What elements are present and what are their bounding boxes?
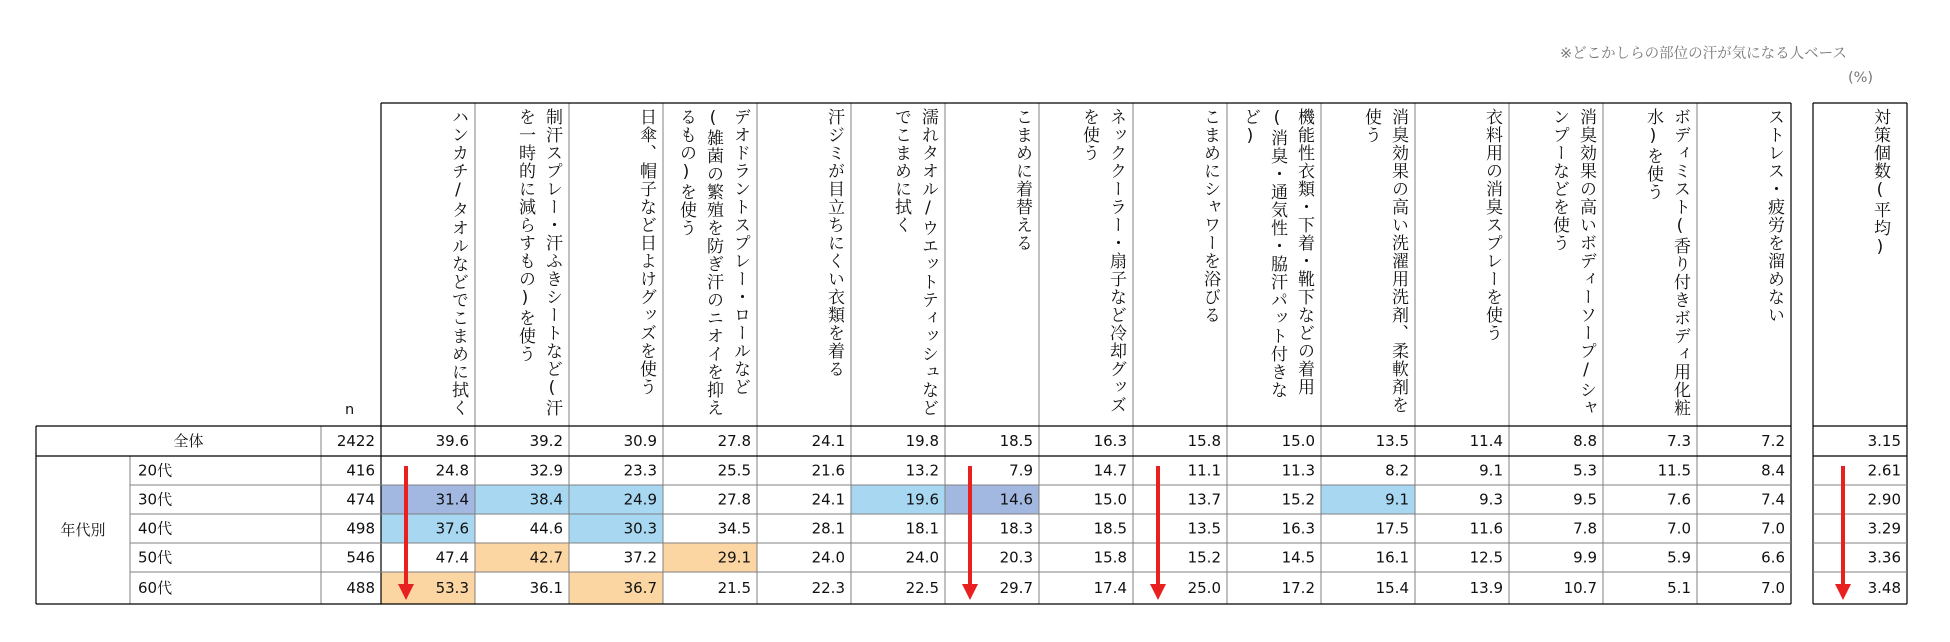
avg-value: 3.36 bbox=[1867, 548, 1901, 567]
cell-value: 16.3 bbox=[1093, 432, 1127, 450]
cell-value: 34.5 bbox=[717, 519, 751, 538]
row-n-value: 2422 bbox=[336, 432, 375, 450]
row-label: 60代 bbox=[138, 579, 173, 597]
cell-value: 13.7 bbox=[1187, 490, 1221, 509]
n-column-header: n bbox=[345, 402, 355, 418]
cell-value: 14.7 bbox=[1093, 461, 1127, 480]
cell-value: 37.2 bbox=[623, 548, 657, 567]
cell-value: 7.3 bbox=[1667, 432, 1691, 450]
cell-value: 11.5 bbox=[1657, 461, 1691, 480]
column-header: 濡れタオル/ウエットティッシュなどでこまめに拭く bbox=[891, 108, 938, 417]
row-n-value: 498 bbox=[346, 519, 375, 538]
cell-value: 5.1 bbox=[1667, 579, 1691, 597]
cell-value: 23.3 bbox=[623, 461, 657, 480]
cell-value: 13.5 bbox=[1187, 519, 1221, 538]
avg-value: 3.29 bbox=[1867, 519, 1901, 538]
cell-value: 38.4 bbox=[529, 490, 563, 509]
cell-value: 7.6 bbox=[1667, 490, 1691, 509]
cell-value: 39.2 bbox=[529, 432, 563, 450]
cell-value: 29.1 bbox=[717, 548, 751, 567]
cell-value: 9.1 bbox=[1479, 461, 1503, 480]
cell-value: 25.5 bbox=[717, 461, 751, 480]
cell-value: 24.1 bbox=[811, 490, 845, 509]
cell-value: 17.2 bbox=[1281, 579, 1315, 597]
cell-value: 15.8 bbox=[1187, 432, 1221, 450]
column-header: 機能性衣類・下着・靴下などの着用(消臭・通気性・脇汗パット付きなど) bbox=[1240, 108, 1314, 399]
row-label: 20代 bbox=[138, 461, 173, 480]
cell-value: 15.8 bbox=[1093, 548, 1127, 567]
group-label-age: 年代別 bbox=[60, 521, 106, 539]
cell-value: 19.8 bbox=[905, 432, 939, 450]
cell-value: 16.3 bbox=[1281, 519, 1315, 538]
row-n-value: 546 bbox=[346, 548, 375, 567]
cell-value: 18.1 bbox=[905, 519, 939, 538]
column-header: こまめに着替える bbox=[1012, 108, 1032, 252]
cell-value: 7.2 bbox=[1761, 432, 1785, 450]
cell-value: 13.2 bbox=[905, 461, 939, 480]
cell-value: 9.1 bbox=[1385, 490, 1409, 509]
cell-value: 19.6 bbox=[905, 490, 939, 509]
trend-arrow-head bbox=[1150, 584, 1166, 600]
trend-arrow-head bbox=[1835, 584, 1851, 600]
cell-value: 7.0 bbox=[1761, 579, 1785, 597]
avg-value: 2.90 bbox=[1867, 490, 1901, 509]
column-header: ネッククーラー・扇子など冷却グッズを使う bbox=[1079, 108, 1126, 414]
cell-value: 24.1 bbox=[811, 432, 845, 450]
cell-value: 18.5 bbox=[1093, 519, 1127, 538]
cell-value: 11.6 bbox=[1469, 519, 1503, 538]
avg-value: 3.15 bbox=[1867, 432, 1901, 450]
column-header: こまめにシャワーを浴びる bbox=[1200, 108, 1220, 324]
cell-value: 30.9 bbox=[623, 432, 657, 450]
cell-value: 31.4 bbox=[435, 490, 469, 509]
cell-value: 20.3 bbox=[999, 548, 1033, 567]
column-header: ストレス・疲労を溜めない bbox=[1764, 108, 1784, 324]
row-n-value: 474 bbox=[346, 490, 375, 509]
row-label: 30代 bbox=[138, 490, 173, 509]
cell-value: 18.5 bbox=[999, 432, 1033, 450]
cell-value: 22.5 bbox=[905, 579, 939, 597]
cell-value: 24.0 bbox=[811, 548, 845, 567]
cell-value: 11.3 bbox=[1281, 461, 1315, 480]
cell-value: 21.6 bbox=[811, 461, 845, 480]
row-label: 50代 bbox=[138, 548, 173, 567]
cell-value: 24.9 bbox=[623, 490, 657, 509]
cell-value: 27.8 bbox=[717, 490, 751, 509]
column-header: ボディミスト(香り付きボディ用化粧水)を使う bbox=[1643, 108, 1690, 417]
cell-value: 37.6 bbox=[435, 519, 469, 538]
column-header: 制汗スプレー・汗ふきシートなど(汗を一時的に減らすもの)を使う bbox=[515, 108, 562, 417]
cell-value: 44.6 bbox=[529, 519, 563, 538]
avg-value: 3.48 bbox=[1867, 579, 1901, 597]
column-header: 衣料用の消臭スプレーを使う bbox=[1482, 108, 1502, 342]
cell-value: 8.8 bbox=[1573, 432, 1597, 450]
cell-value: 36.1 bbox=[529, 579, 563, 597]
cell-value: 18.3 bbox=[999, 519, 1033, 538]
cell-value: 11.1 bbox=[1187, 461, 1221, 480]
cell-value: 9.3 bbox=[1479, 490, 1503, 509]
cell-value: 39.6 bbox=[435, 432, 469, 450]
cell-value: 12.5 bbox=[1469, 548, 1503, 567]
row-n-value: 488 bbox=[346, 579, 375, 597]
base-note: ※どこかしらの部位の汗が気になる人ベース bbox=[1560, 46, 1847, 62]
cell-value: 7.0 bbox=[1667, 519, 1691, 538]
cell-value: 15.2 bbox=[1281, 490, 1315, 509]
column-header: ハンカチ/タオルなどでこまめに拭く bbox=[448, 108, 468, 417]
cell-value: 15.4 bbox=[1375, 579, 1409, 597]
cell-value: 28.1 bbox=[811, 519, 845, 538]
cell-value: 22.3 bbox=[811, 579, 845, 597]
cell-value: 7.9 bbox=[1009, 461, 1033, 480]
cell-value: 7.4 bbox=[1761, 490, 1785, 509]
cell-value: 27.8 bbox=[717, 432, 751, 450]
cell-value: 29.7 bbox=[999, 579, 1033, 597]
cell-value: 9.5 bbox=[1573, 490, 1597, 509]
cell-value: 21.5 bbox=[717, 579, 751, 597]
avg-column-header: 対策個数(平均) bbox=[1870, 108, 1890, 258]
cell-value: 5.3 bbox=[1573, 461, 1597, 480]
cell-value: 32.9 bbox=[529, 461, 563, 480]
row-label: 40代 bbox=[138, 519, 173, 538]
cell-value: 17.5 bbox=[1375, 519, 1409, 538]
cell-value: 24.8 bbox=[435, 461, 469, 480]
cell-value: 25.0 bbox=[1187, 579, 1221, 597]
cell-value: 7.0 bbox=[1761, 519, 1785, 538]
cell-value: 15.0 bbox=[1093, 490, 1127, 509]
cell-value: 7.8 bbox=[1573, 519, 1597, 538]
cell-value: 47.4 bbox=[435, 548, 469, 567]
cell-value: 17.4 bbox=[1093, 579, 1127, 597]
cell-value: 15.0 bbox=[1281, 432, 1315, 450]
cell-value: 30.3 bbox=[623, 519, 657, 538]
column-header: 消臭効果の高い洗濯用洗剤、柔軟剤を使う bbox=[1361, 108, 1408, 414]
cell-value: 10.7 bbox=[1563, 579, 1597, 597]
cell-value: 9.9 bbox=[1573, 548, 1597, 567]
column-header: 日傘、帽子など日よけグッズを使う bbox=[636, 108, 656, 396]
cell-value: 8.2 bbox=[1385, 461, 1409, 480]
cell-value: 53.3 bbox=[435, 579, 469, 597]
row-label: 全体 bbox=[173, 432, 204, 450]
cell-value: 8.4 bbox=[1761, 461, 1785, 480]
cell-value: 14.5 bbox=[1281, 548, 1315, 567]
cell-value: 16.1 bbox=[1375, 548, 1409, 567]
trend-arrow-head bbox=[962, 584, 978, 600]
column-header: デオドラントスプレー・ロールなど(雑菌の繁殖を防ぎ汗のニオイを抑えるもの)を使う bbox=[676, 108, 750, 417]
cell-value: 13.5 bbox=[1375, 432, 1409, 450]
cell-value: 11.4 bbox=[1469, 432, 1503, 450]
cell-value: 15.2 bbox=[1187, 548, 1221, 567]
avg-value: 2.61 bbox=[1867, 461, 1901, 480]
column-header: 消臭効果の高いボディーソープ/シャンプーなどを使う bbox=[1549, 108, 1596, 417]
cell-value: 13.9 bbox=[1469, 579, 1503, 597]
cell-value: 14.6 bbox=[999, 490, 1033, 509]
cell-value: 36.7 bbox=[623, 579, 657, 597]
row-n-value: 416 bbox=[346, 461, 375, 480]
cell-value: 6.6 bbox=[1761, 548, 1785, 567]
cell-value: 24.0 bbox=[905, 548, 939, 567]
unit-label: (%) bbox=[1848, 70, 1874, 86]
cell-value: 42.7 bbox=[529, 548, 563, 567]
cell-value: 5.9 bbox=[1667, 548, 1691, 567]
column-header: 汗ジミが目立ちにくい衣類を着る bbox=[824, 108, 844, 378]
